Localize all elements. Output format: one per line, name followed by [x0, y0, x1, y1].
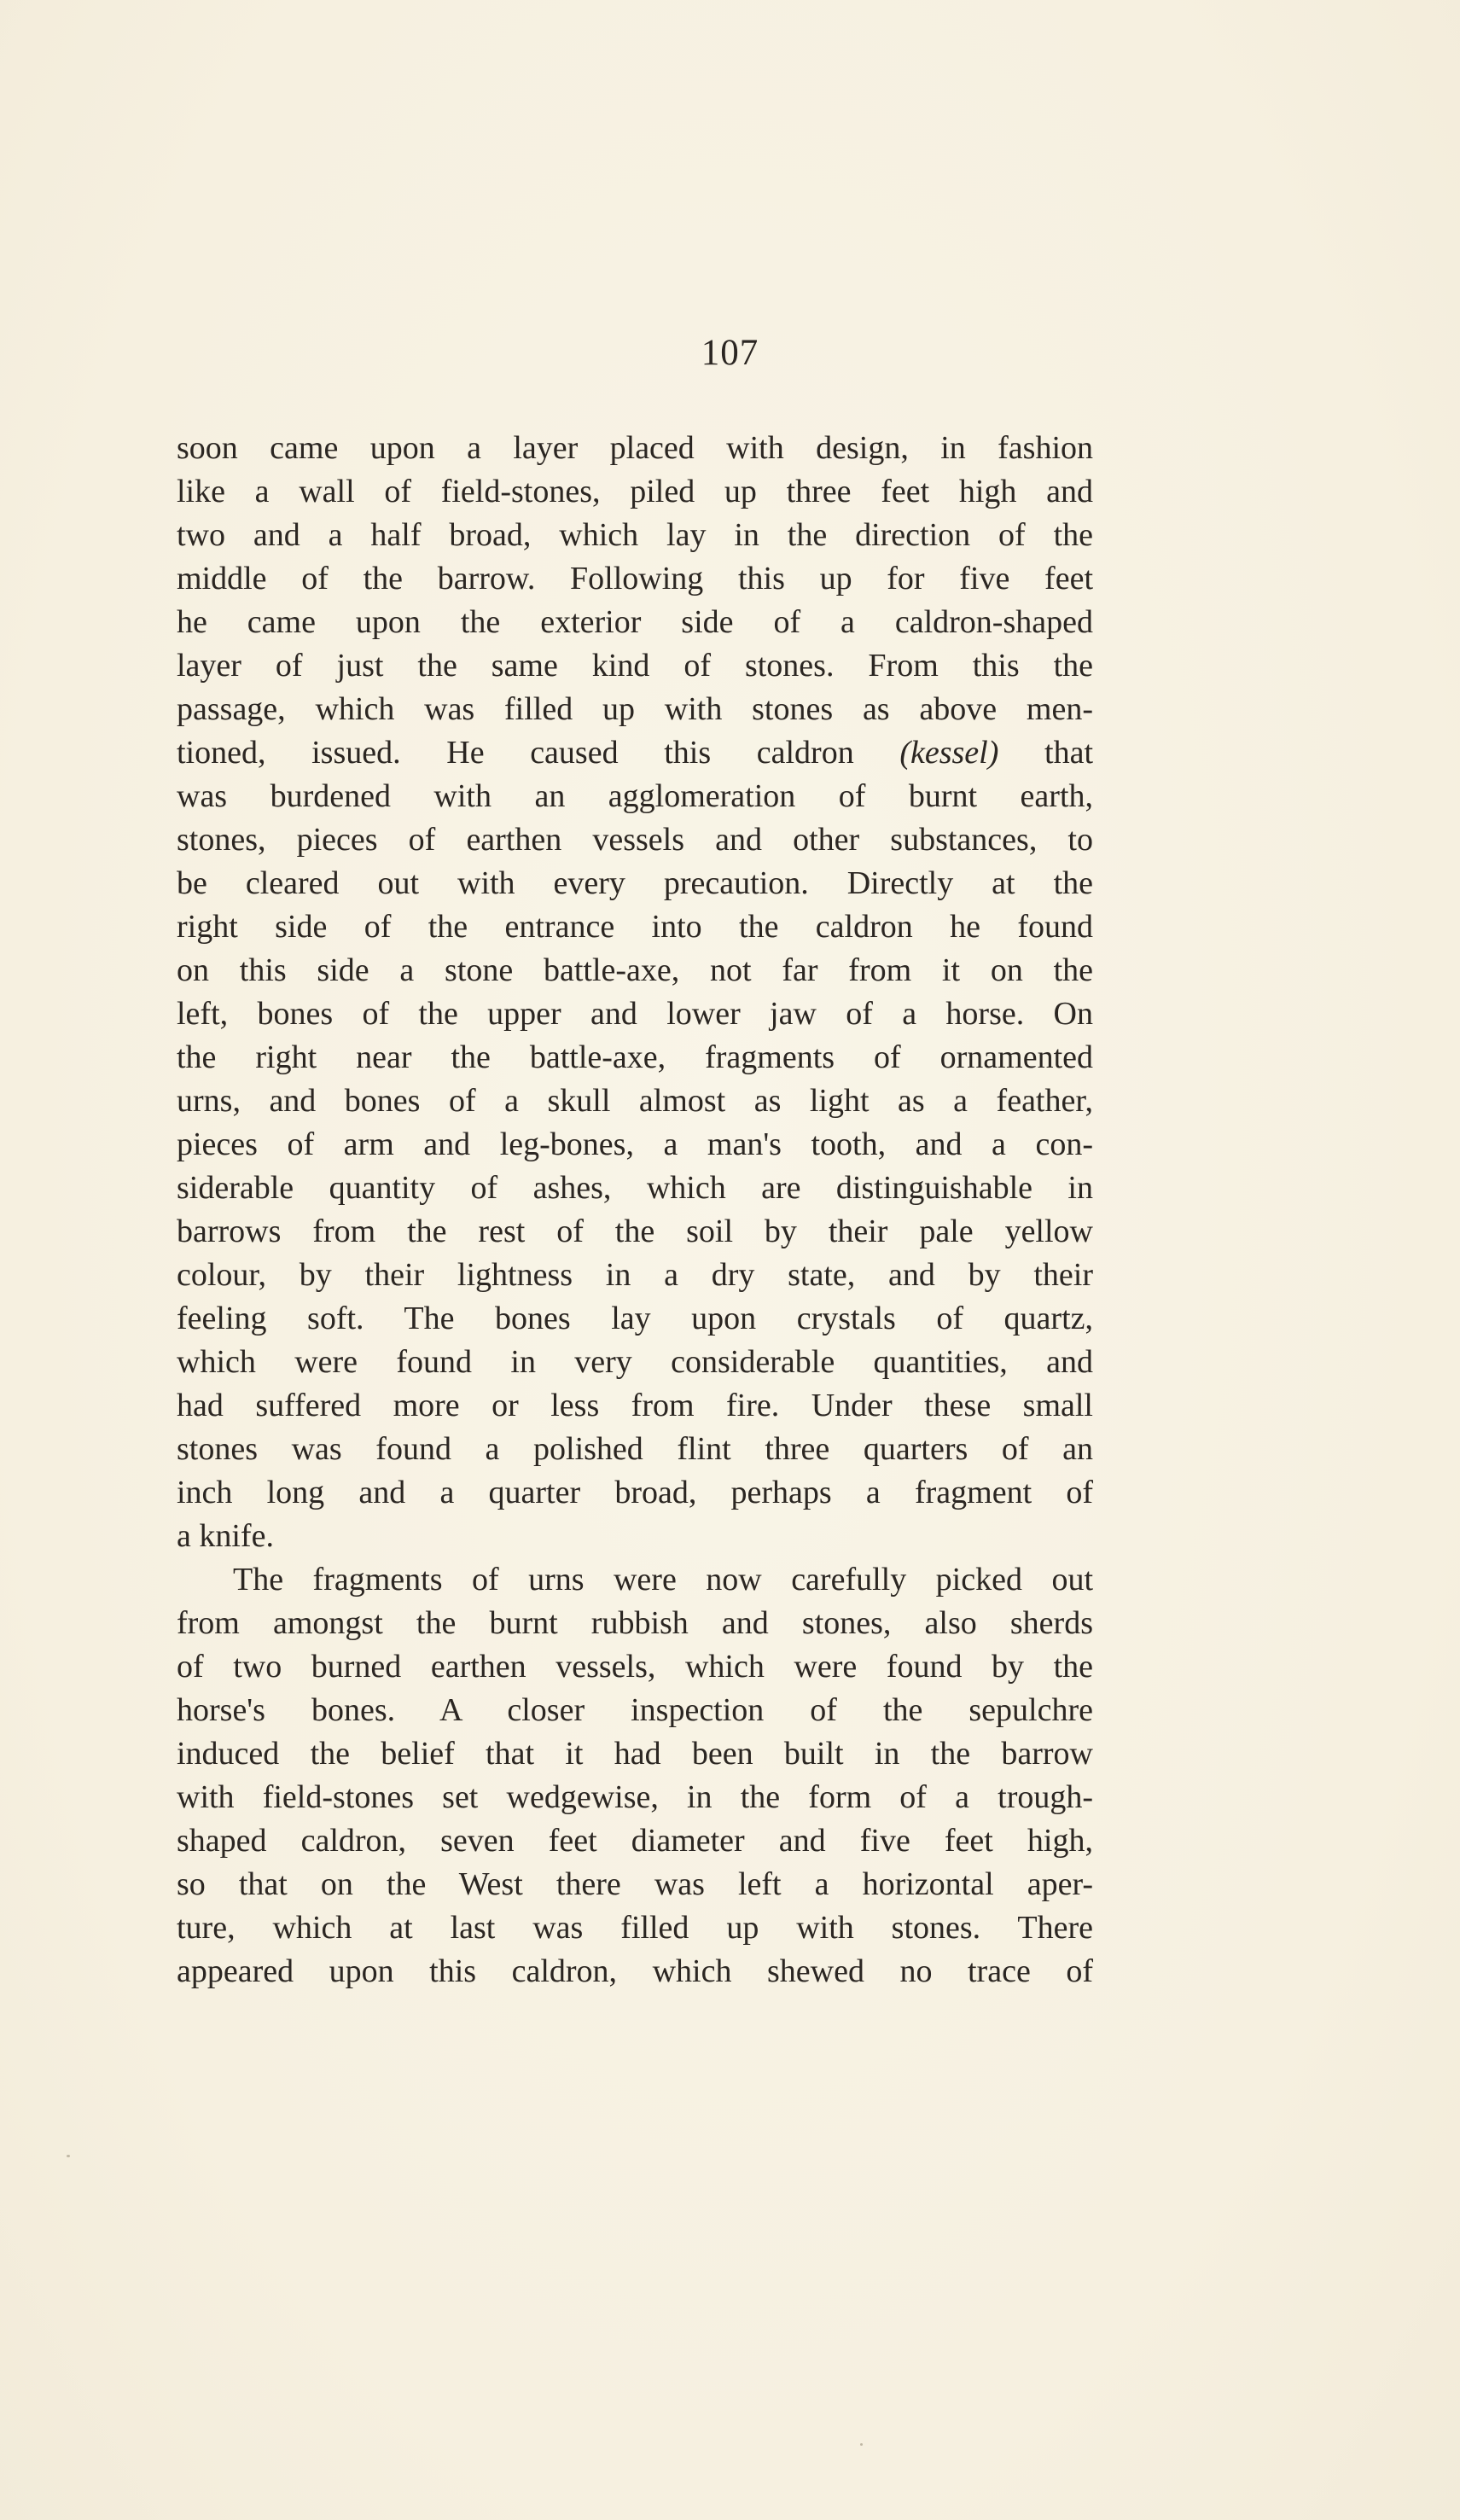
text-line: was burdened with an agglomeration of burnt earth, [177, 778, 1093, 814]
text-line: like a wall of field-stones, piled up three feet high and [177, 474, 1093, 509]
text-line: barrows from the rest of the soil by their pale yellow [177, 1213, 1093, 1249]
text-line-with-italic [177, 731, 1093, 775]
text-line: ture, which at last was filled up with stones. There [177, 1910, 1093, 1946]
text-segment: tioned, issued. He caused this caldron [177, 735, 854, 771]
text-line: inch long and a quarter broad, perhaps a fragment of [177, 1475, 1093, 1510]
text-line: a knife. [177, 1518, 274, 1554]
text-line: of two burned earthen vessels, which were found by the [177, 1649, 1093, 1685]
text-line: induced the belief that it had been built in the barrow [177, 1736, 1093, 1772]
text-line: siderable quantity of ashes, which are distinguishable in [177, 1170, 1093, 1206]
text-line: passage, which was filled up with stones as above men- [177, 691, 1093, 727]
text-line: feeling soft. The bones lay upon crystals of quartz, [177, 1301, 1093, 1336]
text-line: right side of the entrance into the caldron he found [177, 909, 1093, 945]
text-line: colour, by their lightness in a dry state, and by their [177, 1257, 1093, 1293]
text-segment: that [1044, 735, 1094, 771]
text-line: which were found in very considerable quantities, and [177, 1344, 1093, 1380]
text-line: had suffered more or less from fire. Under these small [177, 1388, 1093, 1423]
text-line: layer of just the same kind of stones. From this the [177, 648, 1093, 684]
paragraph-start-line: The fragments of urns were now carefully picked out [233, 1562, 1093, 1598]
text-line: with field-stones set wedgewise, in the form of a trough- [177, 1779, 1093, 1815]
text-line: so that on the West there was left a horizontal aper- [177, 1866, 1093, 1902]
italic-term: (kessel) [899, 735, 999, 771]
text-line: he came upon the exterior side of a caldron-shaped [177, 604, 1093, 640]
text-line: appeared upon this caldron, which shewed no trace of [177, 1953, 1093, 1989]
paper-speck [860, 2443, 863, 2446]
body-text [177, 427, 1093, 1993]
text-line: horse's bones. A closer inspection of the sepulchre [177, 1692, 1093, 1728]
text-line: be cleared out with every precaution. Directly at the [177, 865, 1093, 901]
text-line: from amongst the burnt rubbish and stones, also sherds [177, 1605, 1093, 1641]
text-line: on this side a stone battle-axe, not far from it on the [177, 952, 1093, 988]
text-line: pieces of arm and leg-bones, a man's tooth, and a con- [177, 1126, 1093, 1162]
text-line: middle of the barrow. Following this up for five feet [177, 561, 1093, 597]
page-number: 107 [701, 333, 759, 373]
text-line: stones was found a polished flint three quarters of an [177, 1431, 1093, 1467]
text-line: soon came upon a layer placed with design, in fashion [177, 430, 1093, 466]
text-line: stones, pieces of earthen vessels and other substances, to [177, 822, 1093, 858]
text-line: two and a half broad, which lay in the direction of the [177, 517, 1093, 553]
text-line: left, bones of the upper and lower jaw of a horse. On [177, 996, 1093, 1032]
paper-speck [67, 2155, 70, 2157]
text-line: the right near the battle-axe, fragments of ornamented [177, 1039, 1093, 1075]
text-line: shaped caldron, seven feet diameter and five feet high, [177, 1823, 1093, 1859]
text-line: urns, and bones of a skull almost as light as a feather, [177, 1083, 1093, 1119]
